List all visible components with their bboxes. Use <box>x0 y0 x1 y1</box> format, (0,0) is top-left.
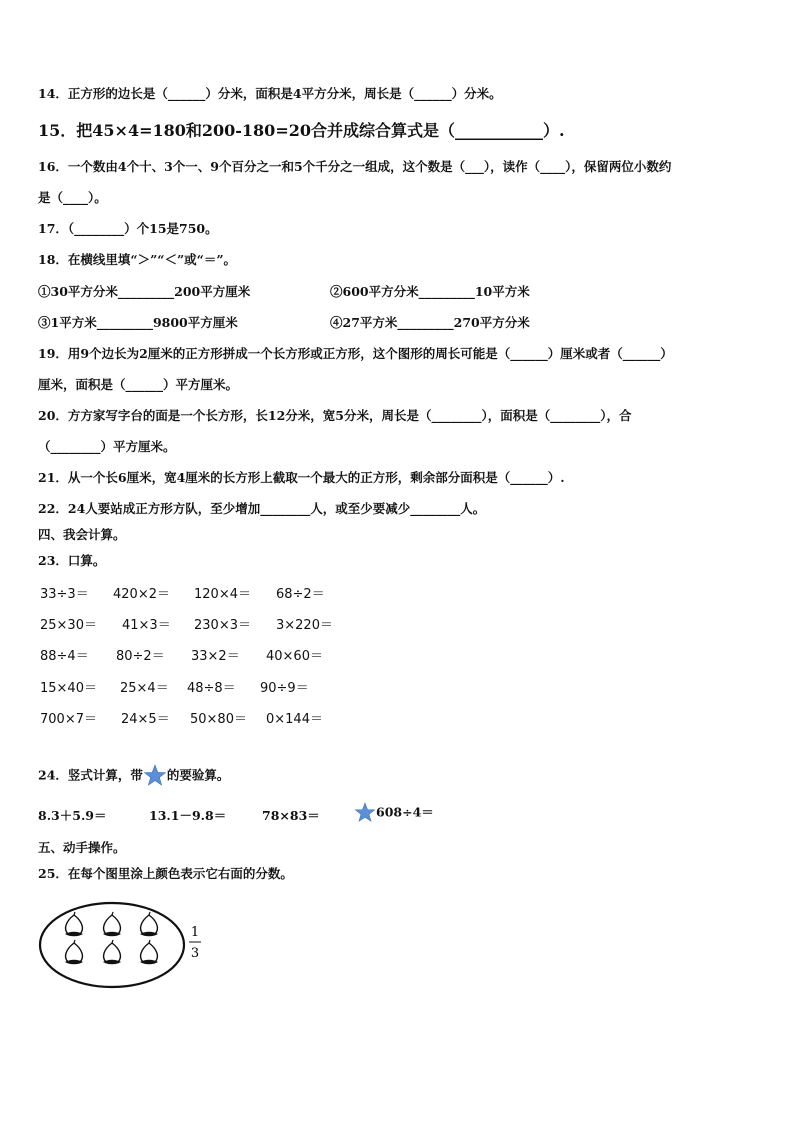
q18-item-1: ①30平方分米_________200平方厘米 <box>38 284 251 299</box>
question-24 <box>38 764 229 788</box>
fraction-denominator: 3 <box>190 946 200 961</box>
oral-4-0: 700×7＝ <box>40 712 97 727</box>
oral-0-1: 420×2＝ <box>113 587 170 602</box>
question-19-line1: 19．用9个边长为2厘米的正方形拼成一个长方形或正方形，这个图形的周长可能是（______）厘米或者（______） <box>38 346 673 361</box>
peach-icon <box>65 940 83 964</box>
peach-icon <box>140 912 158 936</box>
question-14: 14．正方形的边长是（______）分米，面积是4平方分米，周长是（______）分米。 <box>38 86 502 101</box>
question-23: 23．口算。 <box>38 553 106 568</box>
vertical-calc-3: 78×83＝ <box>262 808 320 823</box>
peach-figure[interactable] <box>38 900 218 990</box>
q18-item-2: ②600平方分米_________10平方米 <box>330 284 530 299</box>
oral-2-1: 80÷2＝ <box>116 649 165 664</box>
oral-1-1: 41×3＝ <box>122 618 171 633</box>
question-15: 15．把45×4=180和200-180=20合并成综合算式是（___________）. <box>38 121 565 140</box>
peach-icon <box>140 940 158 964</box>
question-18: 18．在横线里填“＞”“＜”或“＝”。 <box>38 252 237 267</box>
section-5-heading: 五、动手操作。 <box>38 840 126 855</box>
peach-icon <box>65 912 83 936</box>
oral-0-2: 120×4＝ <box>194 587 251 602</box>
oral-1-3: 3×220＝ <box>276 618 333 633</box>
oral-3-0: 15×40＝ <box>40 681 97 696</box>
question-16-line1: 16．一个数由4个十、3个一、9个百分之一和5个千分之一组成，这个数是（___），读作（____），保留两位小数约 <box>38 159 672 174</box>
peach-icon <box>103 940 121 964</box>
question-22: 22．24人要站成正方形方队，至少增加________人，或至少要减少________人。 <box>38 501 486 516</box>
oral-2-2: 33×2＝ <box>191 649 240 664</box>
question-17: 17．（________）个15是750。 <box>38 221 218 236</box>
vertical-calc-1: 8.3＋5.9＝ <box>38 808 107 823</box>
question-20-line1: 20．方方家写字台的面是一个长方形，长12分米，宽5分米，周长是（________），面积是（________），合 <box>38 408 632 423</box>
question-21: 21．从一个长6厘米，宽4厘米的长方形上截取一个最大的正方形，剩余部分面积是（______）. <box>38 470 565 485</box>
oral-3-1: 25×4＝ <box>120 681 169 696</box>
oral-4-1: 24×5＝ <box>121 712 170 727</box>
oral-0-0: 33÷3＝ <box>40 587 89 602</box>
oral-1-2: 230×3＝ <box>194 618 251 633</box>
oral-3-3: 90÷9＝ <box>260 681 309 696</box>
oral-2-0: 88÷4＝ <box>40 649 89 664</box>
star-icon <box>143 764 167 788</box>
oral-3-2: 48÷8＝ <box>187 681 236 696</box>
vertical-calc-2: 13.1－9.8＝ <box>149 808 227 823</box>
oral-0-3: 68÷2＝ <box>276 587 325 602</box>
oral-2-3: 40×60＝ <box>266 649 323 664</box>
q24-text-post: 的要验算。 <box>166 767 230 783</box>
q24-text-pre: 24．竖式计算，带 <box>38 767 143 783</box>
vertical-calc-4-text: 608÷4＝ <box>376 804 434 820</box>
section-4-heading: 四、我会计算。 <box>38 527 126 542</box>
question-19-line2: 厘米，面积是（______）平方厘米。 <box>38 377 239 392</box>
fraction-numerator: 1 <box>190 925 200 940</box>
star-icon <box>354 802 376 824</box>
question-16-line2: 是（____）。 <box>38 190 107 205</box>
question-20-line2: （________）平方厘米。 <box>38 439 176 454</box>
oral-4-3: 0×144＝ <box>266 712 323 727</box>
vertical-calc-4 <box>354 802 434 824</box>
peach-icon <box>103 912 121 936</box>
oral-4-2: 50×80＝ <box>190 712 247 727</box>
q18-item-3: ③1平方米_________9800平方厘米 <box>38 315 238 330</box>
question-25: 25．在每个图里涂上颜色表示它右面的分数。 <box>38 866 293 881</box>
oral-1-0: 25×30＝ <box>40 618 97 633</box>
q18-item-4: ④27平方米_________270平方分米 <box>330 315 530 330</box>
